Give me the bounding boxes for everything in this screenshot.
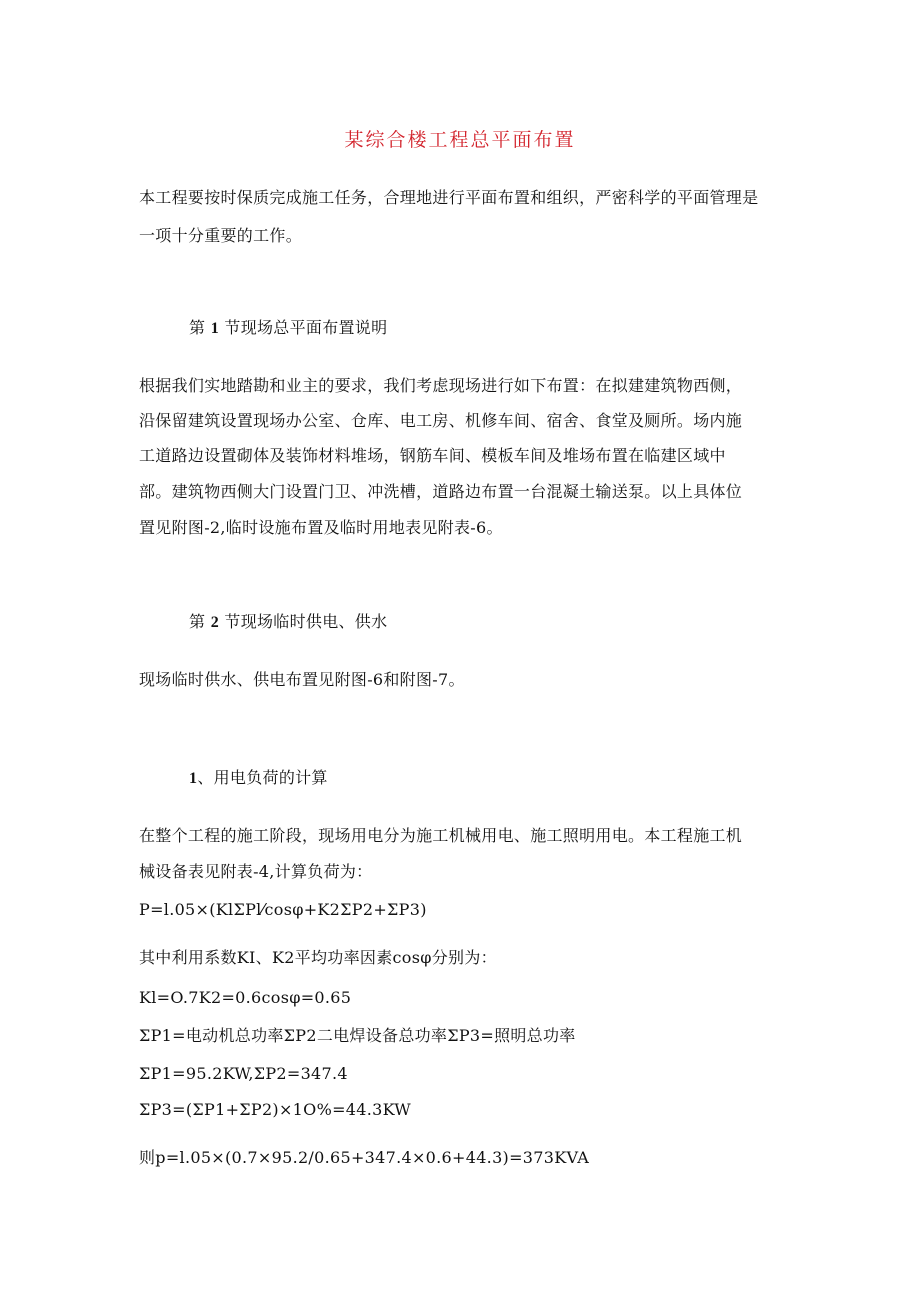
formula-values: ΣP1=95.2KW,ΣP2=347.4 — [139, 1064, 348, 1083]
section-1-number: 1 — [210, 320, 220, 337]
section-1-heading — [189, 318, 387, 339]
subsection-1-number: 1 — [189, 770, 198, 787]
section-1-body-line-5: 置见附图-2,临时设施布置及临时用地表见附表-6。 — [139, 518, 503, 537]
section-2-number: 2 — [210, 614, 220, 631]
section-1-heading-prefix: 第 — [189, 318, 206, 337]
section-2-heading — [189, 612, 387, 633]
formula-definitions: ΣP1=电动机总功率ΣP2二电焊设备总功率ΣP3=照明总功率 — [139, 1026, 576, 1045]
section-1-body-line-2: 沿保留建筑设置现场办公室、仓库、电工房、机修车间、宿舍、食堂及厕所。场内施 — [139, 411, 743, 430]
formula-load: P=l.05×(KlΣPl⁄cosφ+K2ΣP2+ΣP3) — [139, 900, 427, 919]
intro-line-2: 一项十分重要的工作。 — [139, 226, 303, 245]
formula-p3: ΣP3=(ΣP1+ΣP2)×1O%=44.3KW — [139, 1100, 412, 1119]
document-title: 某综合楼工程总平面布置 — [344, 129, 576, 151]
section-2-body-line-1: 现场临时供水、供电布置见附图-6和附图-7。 — [139, 670, 465, 689]
formula-coefficients-note: 其中利用系数KI、K2平均功率因素cosφ分别为： — [139, 948, 497, 967]
subsection-1-body-line-2: 械设备表见附表-4,计算负荷为： — [139, 862, 373, 881]
section-1-body-line-4: 部。建筑物西侧大门设置门卫、冲洗槽，道路边布置一台混凝土输送泵。以上具体位 — [139, 482, 743, 501]
section-1-heading-text: 节现场总平面布置说明 — [224, 318, 388, 337]
formula-result: 则p=l.05×(0.7×95.2/0.65+347.4×0.6+44.3)=373KVA — [139, 1148, 590, 1167]
section-1-body-line-1: 根据我们实地踏勘和业主的要求，我们考虑现场进行如下布置：在拟建建筑物西侧， — [139, 376, 743, 395]
formula-coefficients: Kl=O.7K2=0.6cosφ=0.65 — [139, 988, 352, 1007]
section-1-body-line-3: 工道路边设置砌体及装饰材料堆场，钢筋车间、模板车间及堆场布置在临建区域中 — [139, 446, 726, 465]
subsection-1-body-line-1: 在整个工程的施工阶段，现场用电分为施工机械用电、施工照明用电。本工程施工机 — [139, 826, 743, 845]
subsection-1-heading — [189, 768, 328, 789]
section-2-heading-text: 节现场临时供电、供水 — [224, 612, 388, 631]
intro-line-1: 本工程要按时保质完成施工任务，合理地进行平面布置和组织，严密科学的平面管理是 — [139, 188, 759, 207]
section-2-heading-prefix: 第 — [189, 612, 206, 631]
subsection-1-heading-text: 、用电负荷的计算 — [197, 768, 328, 787]
